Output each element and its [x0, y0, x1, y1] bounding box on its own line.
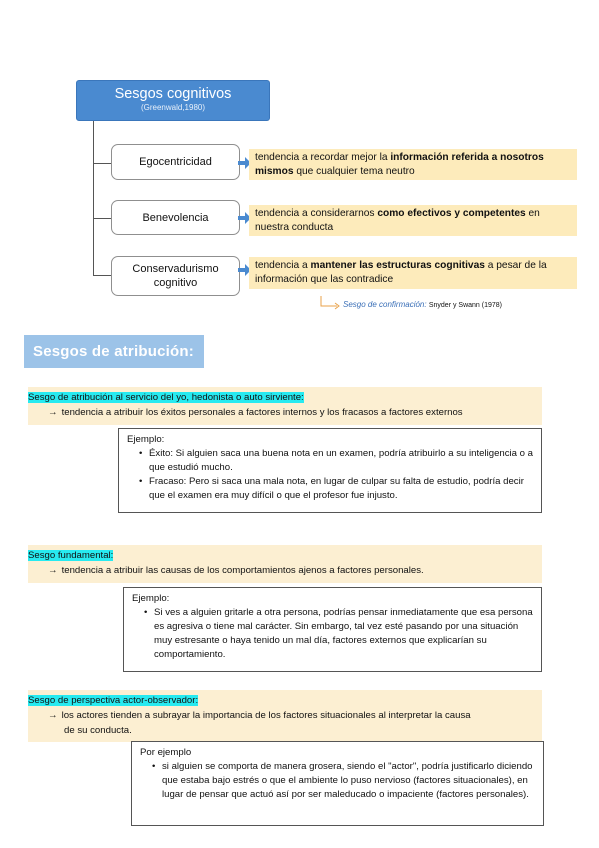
main-node-sesgos-cognitivos — [76, 80, 270, 121]
list-item: • Si ves a alguien gritarle a otra persona, podrías pensar inmediatamente que esa persona es agresiva o tiene mal carácter. Sin embargo, tal vez esté pasando por una situación muy estresante o haya tenido un mal día, factores externos que explicarían su comportamiento. — [144, 606, 533, 662]
tree-trunk-line — [93, 121, 94, 276]
arrow-icon: → — [48, 710, 58, 721]
section-title: Sesgo de atribución al servicio del yo, hedonista o auto sirviente: — [28, 392, 304, 403]
attribution-header: Sesgos de atribución: — [24, 335, 204, 368]
node-label: Benevolencia — [142, 211, 209, 224]
example-title: Ejemplo: — [127, 434, 165, 445]
example-list — [144, 606, 533, 662]
list-item: • si alguien se comporta de manera grosera, siendo el "actor", podría justificarlo diciendo que estaba bajo estrés o que el ambiente lo puso nervioso (factores situacionales), en lugar de pensar que actuó así por ser maleducado o impaciente (factores personales). — [152, 760, 535, 802]
section-title: Sesgo fundamental: — [28, 550, 114, 561]
branch-line-conservadurismo — [93, 275, 111, 276]
list-item: • Fracaso: Pero si saca una mala nota, en lugar de culpar su falta de estudio, podría decir que el examen era muy difícil o que el profesor fue injusto. — [139, 475, 533, 503]
diagram-title: Sesgos cognitivos — [114, 86, 232, 102]
node-egocentricidad — [111, 144, 240, 180]
section-self-serving-bias — [28, 387, 542, 425]
example-title: Por ejemplo — [140, 747, 192, 758]
example-title: Ejemplo: — [132, 593, 170, 604]
node-benevolencia — [111, 200, 240, 235]
section-tendency-cont: de su conducta. — [64, 725, 132, 736]
arrow-icon: → — [48, 407, 58, 418]
section-actor-observer-bias — [28, 690, 542, 742]
node-label: Egocentricidad — [139, 156, 212, 168]
bent-arrow-icon — [319, 296, 341, 310]
example-box-self-serving — [118, 428, 542, 513]
section-tendency: → tendencia a atribuir los éxitos personales a factores internos y los fracasos a factores externos — [48, 407, 463, 418]
section-title: Sesgo de perspectiva actor-observador: — [28, 695, 199, 706]
example-box-actor-observer — [131, 741, 544, 826]
list-item: • Éxito: Si alguien saca una buena nota en un examen, podría atribuirlo a su inteligencia o a que estudió mucho. — [139, 447, 533, 475]
confirmation-bias-note: Sesgo de confirmación: Snyder y Swann (1978) — [343, 300, 502, 309]
desc-egocentricidad: tendencia a recordar mejor la información referida a nosotros mismos que cualquier tema neutro — [249, 149, 577, 180]
desc-benevolencia: tendencia a considerarnos como efectivos y competentes en nuestra conducta — [249, 205, 577, 236]
node-conservadurismo-cognitivo — [111, 256, 240, 296]
diagram-subtitle: (Greenwald,1980) — [140, 103, 206, 112]
arrow-icon: → — [48, 565, 58, 576]
desc-conservadurismo: tendencia a mantener las estructuras cognitivas a pesar de la información que las contradice — [249, 257, 577, 289]
example-box-fundamental — [123, 587, 542, 672]
section-tendency: → tendencia a atribuir las causas de los comportamientos ajenos a factores personales. — [48, 565, 424, 576]
node-label-line1: Conservadurismo — [132, 263, 219, 275]
example-list — [152, 760, 535, 802]
branch-line-benevolencia — [93, 218, 111, 219]
branch-line-egocentricidad — [93, 163, 111, 164]
node-label-line2: cognitivo — [153, 277, 198, 289]
example-list — [139, 447, 533, 503]
section-fundamental-bias — [28, 545, 542, 583]
section-tendency: → los actores tienden a subrayar la importancia de los factores situacionales al interpretar la causa — [48, 710, 471, 721]
